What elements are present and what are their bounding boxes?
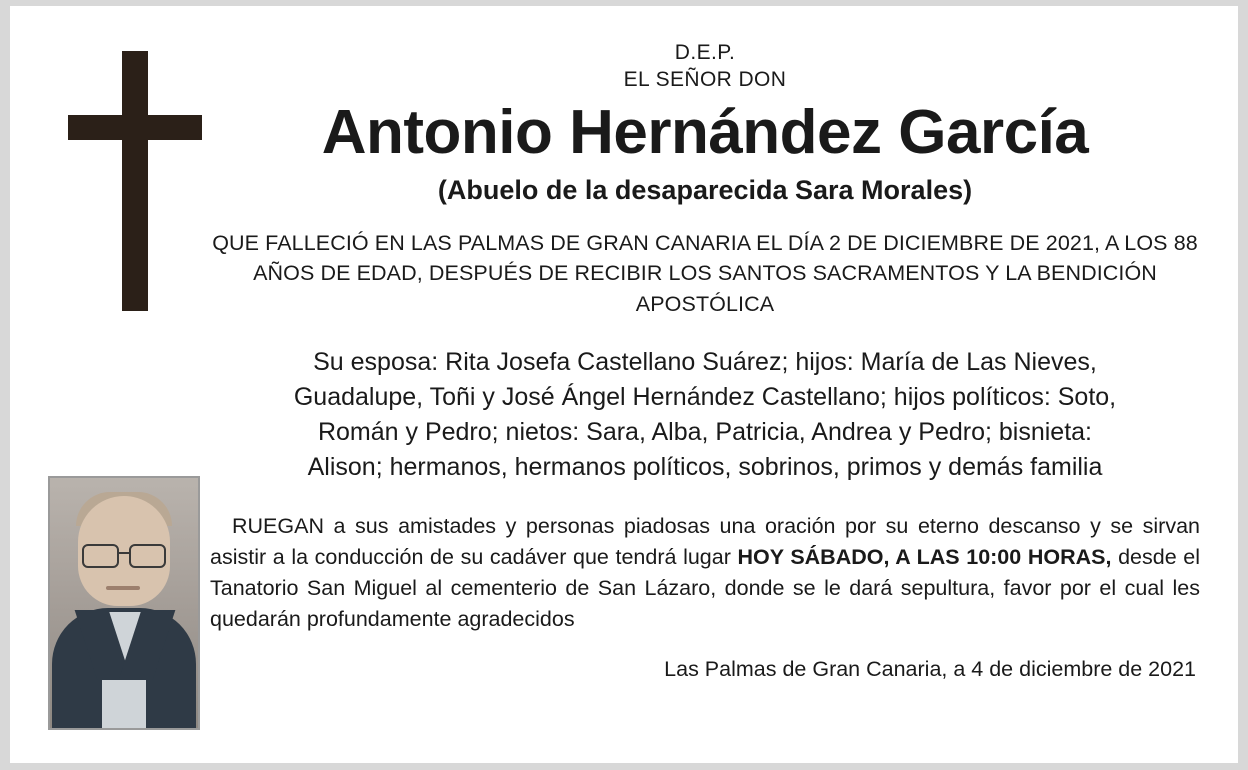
place-and-date: Las Palmas de Gran Canaria, a 4 de diciembre de 2021 [664, 657, 1196, 682]
relation-note: (Abuelo de la desaparecida Sara Morales) [437, 174, 973, 205]
portrait-photo [48, 476, 200, 730]
honorific-label: EL SEÑOR DON [623, 67, 787, 91]
family-line: Su esposa: Rita Josefa Castellano Suárez; hijos: María de Las Nieves, [313, 348, 1097, 377]
deceased-name: Antonio Hernández García [321, 97, 1089, 167]
cross-vertical-bar [122, 51, 148, 311]
death-information: QUE FALLECIÓ EN LAS PALMAS DE GRAN CANARIA EL DÍA 2 DE DICIEMBRE DE 2021, A LOS 88 AÑOS DE EDAD, DESPUÉS DE RECIBIR LOS SANTOS SACRAMENTOS Y LA BENDICIÓN APOSTÓLICA [212, 230, 1198, 316]
notice-text-column [210, 40, 1200, 682]
family-line: Alison; hermanos, hermanos políticos, sobrinos, primos y demás familia [307, 453, 1103, 482]
glasses-left-lens [82, 544, 119, 568]
obituary-notice [10, 6, 1238, 763]
glasses-icon [82, 544, 166, 564]
glasses-right-lens [129, 544, 166, 568]
funeral-time-highlight: HOY SÁBADO, A LAS 10:00 HORAS, [737, 545, 1112, 570]
request-text-part-one: RUEGAN a sus amistades y personas piadosas una oración por su eterno descanso y se sirvan asistir a la conducción de su cadáver que tendrá lugar [210, 514, 1200, 570]
portrait-mouth [106, 586, 140, 590]
family-line: Guadalupe, Toñi y José Ángel Hernández Castellano; hijos políticos: Soto, [293, 383, 1117, 412]
family-line: Román y Pedro; nietos: Sara, Alba, Patricia, Andrea y Pedro; bisnieta: [317, 418, 1093, 447]
dep-label: D.E.P. [674, 41, 736, 64]
request-text-part-two: desde el Tanatorio San Miguel al cementerio de San Lázaro, donde se le dará sepultura, favor por el cual les quedarán profundamente agradecidos [210, 545, 1200, 632]
family-list [210, 345, 1200, 485]
cross-horizontal-bar [68, 115, 202, 140]
funeral-request [210, 511, 1200, 635]
glasses-bridge [118, 552, 130, 554]
cross-icon [50, 51, 210, 311]
